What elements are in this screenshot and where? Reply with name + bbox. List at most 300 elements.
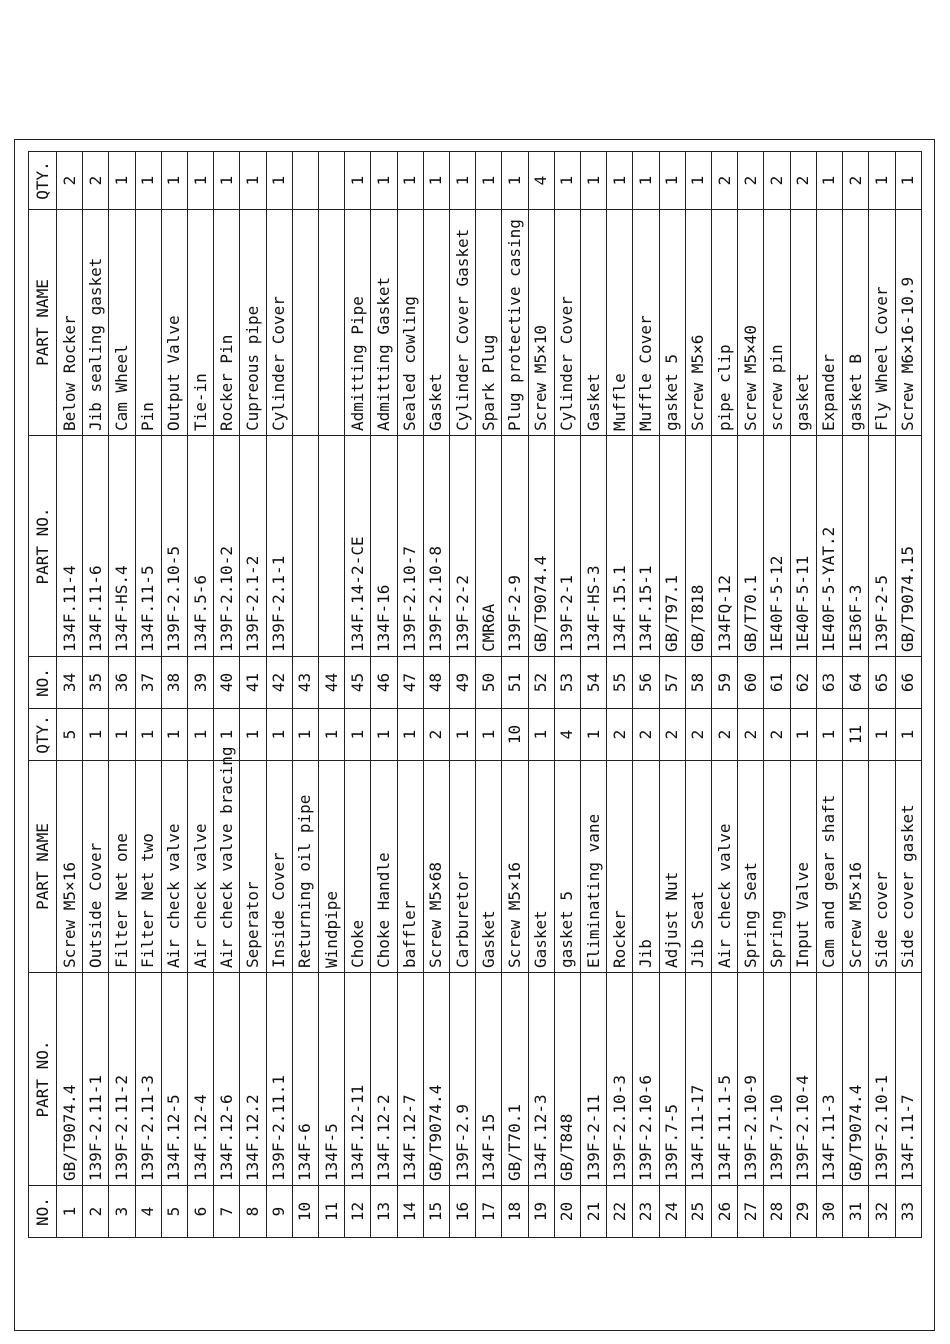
cell-qty: 1 (659, 152, 685, 210)
table-body (57, 152, 922, 1238)
cell-part-no: GB/T848 (554, 973, 580, 1186)
cell-part-no: 139F.7-10 (764, 973, 790, 1186)
cell-qty: 1 (685, 152, 711, 210)
cell-qty: 1 (476, 709, 502, 761)
cell-no: 39 (188, 657, 214, 709)
cell-part-no: 139F-2.10-4 (790, 973, 816, 1186)
cell-part-name: Fly Wheel Cover (869, 210, 895, 436)
cell-part-no: 139F-2.9 (450, 973, 476, 1186)
cell-part-no: 134F.11-3 (816, 973, 842, 1186)
cell-part-no (292, 436, 318, 657)
cell-part-no: GB/T70.1 (502, 973, 528, 1186)
cell-qty: 1 (214, 709, 240, 761)
cell-qty: 1 (502, 152, 528, 210)
cell-qty: 1 (319, 709, 345, 761)
cell-part-name: Cam and gear shaft (816, 761, 842, 973)
cell-qty: 2 (423, 709, 449, 761)
table-row (319, 152, 345, 1238)
cell-part-name: Below Rocker (57, 210, 83, 436)
header-qty: QTY. (29, 152, 57, 210)
cell-qty: 1 (214, 152, 240, 210)
parts-table (28, 151, 922, 1238)
cell-no: 62 (790, 657, 816, 709)
cell-no: 33 (895, 1186, 922, 1238)
cell-qty: 11 (843, 709, 869, 761)
cell-part-no: 134F.14-2-CE (345, 436, 371, 657)
cell-part-name: Seperator (240, 761, 266, 973)
cell-part-name: gasket 5 (659, 210, 685, 436)
table-row (895, 152, 922, 1238)
cell-qty: 4 (554, 709, 580, 761)
cell-part-no: GB/T97.1 (659, 436, 685, 657)
cell-part-no: GB/T70.1 (738, 436, 764, 657)
cell-part-no: 1E40F-5-12 (764, 436, 790, 657)
cell-part-no: 134F-HS-3 (581, 436, 607, 657)
cell-no: 46 (371, 657, 397, 709)
cell-qty: 2 (712, 152, 738, 210)
table-row (843, 152, 869, 1238)
cell-part-name: Air check valve (188, 761, 214, 973)
cell-qty: 1 (397, 709, 423, 761)
cell-part-no: 139F-2-9 (502, 436, 528, 657)
cell-part-name: pipe clip (712, 210, 738, 436)
cell-part-name: gasket (790, 210, 816, 436)
cell-part-no: 1E40F-5-11 (790, 436, 816, 657)
cell-part-no: 134F.15.1 (607, 436, 633, 657)
table-row (345, 152, 371, 1238)
cell-part-no: GB/T9074.4 (57, 973, 83, 1186)
cell-no: 30 (816, 1186, 842, 1238)
cell-qty: 1 (292, 709, 318, 761)
cell-no: 49 (450, 657, 476, 709)
cell-part-no: 139F-2.10-2 (214, 436, 240, 657)
cell-part-name: Muffle (607, 210, 633, 436)
cell-part-no: 134F.11-6 (83, 436, 109, 657)
header-part-name: PART NAME (29, 210, 57, 436)
cell-part-name: Expander (816, 210, 842, 436)
cell-no: 55 (607, 657, 633, 709)
table-row (266, 152, 292, 1238)
cell-part-name: Side cover gasket (895, 761, 922, 973)
table-row (214, 152, 240, 1238)
cell-part-name: Filter Net one (109, 761, 135, 973)
table-row (292, 152, 318, 1238)
cell-no: 37 (135, 657, 161, 709)
cell-part-no: 134F.11-17 (685, 973, 711, 1186)
cell-part-name: Screw M5×6 (685, 210, 711, 436)
cell-no: 64 (843, 657, 869, 709)
cell-part-name: Screw M6×16-10.9 (895, 210, 922, 436)
cell-part-name: Cylinder Cover (266, 210, 292, 436)
cell-part-no: 134F.12-5 (161, 973, 187, 1186)
cell-part-name: Choke Handle (371, 761, 397, 973)
cell-part-name: Spring (764, 761, 790, 973)
cell-part-no: 139F-2.11.1 (266, 973, 292, 1186)
table-header-row (29, 152, 57, 1238)
cell-no: 15 (423, 1186, 449, 1238)
cell-part-name: Output Valve (161, 210, 187, 436)
cell-part-name: Adjust Nut (659, 761, 685, 973)
cell-no: 58 (685, 657, 711, 709)
cell-part-name: Screw M5×16 (57, 761, 83, 973)
cell-qty: 2 (83, 152, 109, 210)
cell-part-name: Tie-in (188, 210, 214, 436)
cell-part-no: 134F.11-5 (135, 436, 161, 657)
cell-qty: 1 (240, 152, 266, 210)
cell-part-name: gasket B (843, 210, 869, 436)
cell-qty: 2 (659, 709, 685, 761)
cell-part-name: Input Valve (790, 761, 816, 973)
cell-no: 32 (869, 1186, 895, 1238)
table-row (581, 152, 607, 1238)
cell-part-name: Screw M5×40 (738, 210, 764, 436)
cell-part-no: 139F-2-2 (450, 436, 476, 657)
cell-qty: 1 (135, 152, 161, 210)
table-row (397, 152, 423, 1238)
cell-part-name: Screw M5×16 (843, 761, 869, 973)
table-row (371, 152, 397, 1238)
cell-qty: 1 (161, 709, 187, 761)
cell-no: 38 (161, 657, 187, 709)
cell-part-name: Jib sealing gasket (83, 210, 109, 436)
cell-part-no: 139F-2.10-1 (869, 973, 895, 1186)
cell-part-no: 139F.7-5 (659, 973, 685, 1186)
table-row (240, 152, 266, 1238)
cell-part-no: 139F-2-11 (581, 973, 607, 1186)
cell-part-name (319, 210, 345, 436)
cell-no: 5 (161, 1186, 187, 1238)
cell-no: 54 (581, 657, 607, 709)
cell-part-name: screw pin (764, 210, 790, 436)
table-row (109, 152, 135, 1238)
table-row (869, 152, 895, 1238)
cell-part-name: Eliminating vane (581, 761, 607, 973)
cell-part-name: Screw M5×68 (423, 761, 449, 973)
cell-qty: 1 (790, 709, 816, 761)
cell-qty: 2 (764, 709, 790, 761)
cell-no: 18 (502, 1186, 528, 1238)
cell-no: 31 (843, 1186, 869, 1238)
cell-part-no: 139F-2.10-8 (423, 436, 449, 657)
cell-part-no: GB/T818 (685, 436, 711, 657)
cell-part-name: Rocker (607, 761, 633, 973)
cell-no: 36 (109, 657, 135, 709)
cell-part-no: 139F-2-5 (869, 436, 895, 657)
cell-part-no: 134F.12-2 (371, 973, 397, 1186)
cell-qty: 1 (816, 709, 842, 761)
cell-part-no: 134F-6 (292, 973, 318, 1186)
table-row (188, 152, 214, 1238)
cell-qty: 2 (764, 152, 790, 210)
cell-qty (319, 152, 345, 210)
header-no: NO. (29, 1186, 57, 1238)
cell-part-name: Gasket (581, 210, 607, 436)
cell-no: 59 (712, 657, 738, 709)
cell-no: 53 (554, 657, 580, 709)
cell-qty: 2 (685, 709, 711, 761)
cell-no: 9 (266, 1186, 292, 1238)
table-row (476, 152, 502, 1238)
cell-part-name: Cupreous pipe (240, 210, 266, 436)
cell-part-no: 139F-2.10-5 (161, 436, 187, 657)
cell-no: 35 (83, 657, 109, 709)
cell-part-no: 139F-2-1 (554, 436, 580, 657)
table-row (816, 152, 842, 1238)
cell-no: 11 (319, 1186, 345, 1238)
cell-part-no: CMR6A (476, 436, 502, 657)
cell-part-no: 134F.11-7 (895, 973, 922, 1186)
cell-part-no: 1E40F-5-YAT.2 (816, 436, 842, 657)
cell-part-no: 139F-2.10-9 (738, 973, 764, 1186)
cell-no: 48 (423, 657, 449, 709)
cell-part-name: Filter Net two (135, 761, 161, 973)
cell-part-name: Pin (135, 210, 161, 436)
cell-qty: 1 (528, 709, 554, 761)
cell-part-name: Windpipe (319, 761, 345, 973)
cell-no: 6 (188, 1186, 214, 1238)
cell-qty: 1 (895, 709, 922, 761)
cell-part-no: 139F-2.1-1 (266, 436, 292, 657)
cell-qty: 1 (188, 709, 214, 761)
cell-no: 20 (554, 1186, 580, 1238)
cell-part-name: Screw M5×10 (528, 210, 554, 436)
cell-no: 1 (57, 1186, 83, 1238)
cell-no: 56 (633, 657, 659, 709)
cell-no: 22 (607, 1186, 633, 1238)
cell-no: 23 (633, 1186, 659, 1238)
header-part-no: PART NO. (29, 436, 57, 657)
cell-part-name: Admitting Gasket (371, 210, 397, 436)
cell-no: 66 (895, 657, 922, 709)
cell-part-name: Gasket (423, 210, 449, 436)
cell-no: 21 (581, 1186, 607, 1238)
cell-part-name: Spring Seat (738, 761, 764, 973)
cell-no: 7 (214, 1186, 240, 1238)
cell-part-name: Returning oil pipe (292, 761, 318, 973)
cell-qty: 2 (790, 152, 816, 210)
cell-qty: 2 (57, 152, 83, 210)
cell-qty: 1 (450, 152, 476, 210)
cell-qty: 1 (450, 709, 476, 761)
table-row (712, 152, 738, 1238)
cell-qty: 1 (188, 152, 214, 210)
cell-no: 34 (57, 657, 83, 709)
table-row (57, 152, 83, 1238)
cell-part-name: Air check valve bracing (214, 761, 240, 973)
cell-qty: 1 (345, 709, 371, 761)
cell-no: 50 (476, 657, 502, 709)
cell-qty: 1 (895, 152, 922, 210)
cell-part-name: Plug protective casing (502, 210, 528, 436)
cell-no: 27 (738, 1186, 764, 1238)
cell-no: 52 (528, 657, 554, 709)
cell-part-no: 1E36F-3 (843, 436, 869, 657)
cell-part-no: GB/T9074.4 (843, 973, 869, 1186)
cell-no: 8 (240, 1186, 266, 1238)
cell-qty: 1 (607, 152, 633, 210)
cell-part-name: Spark Plug (476, 210, 502, 436)
header-no: NO. (29, 657, 57, 709)
cell-part-no: 134F.11-4 (57, 436, 83, 657)
cell-part-no: 134F-15 (476, 973, 502, 1186)
cell-part-name: Cam Wheel (109, 210, 135, 436)
cell-qty: 1 (109, 152, 135, 210)
cell-qty: 2 (738, 709, 764, 761)
cell-part-no: 134F.12-6 (214, 973, 240, 1186)
cell-part-name: Outside Cover (83, 761, 109, 973)
cell-part-no: 139F-2.11-1 (83, 973, 109, 1186)
cell-qty: 1 (135, 709, 161, 761)
cell-part-name: Rocker Pin (214, 210, 240, 436)
cell-part-name: Choke (345, 761, 371, 973)
table-row (790, 152, 816, 1238)
cell-qty: 1 (633, 152, 659, 210)
cell-no: 28 (764, 1186, 790, 1238)
cell-qty: 1 (397, 152, 423, 210)
cell-qty: 1 (581, 709, 607, 761)
cell-part-no: 134F-HS.4 (109, 436, 135, 657)
cell-no: 40 (214, 657, 240, 709)
cell-part-no: 139F-2.11-3 (135, 973, 161, 1186)
table-row (83, 152, 109, 1238)
cell-part-no: 139F-2.10-6 (633, 973, 659, 1186)
cell-no: 43 (292, 657, 318, 709)
cell-qty: 2 (712, 709, 738, 761)
cell-part-name: Muffle Cover (633, 210, 659, 436)
cell-no: 29 (790, 1186, 816, 1238)
cell-no: 44 (319, 657, 345, 709)
cell-no: 16 (450, 1186, 476, 1238)
cell-no: 41 (240, 657, 266, 709)
cell-qty: 5 (57, 709, 83, 761)
cell-part-name: Gasket (528, 761, 554, 973)
header-part-name: PART NAME (29, 761, 57, 973)
cell-no: 51 (502, 657, 528, 709)
cell-no: 17 (476, 1186, 502, 1238)
cell-part-no: 134F.12-11 (345, 973, 371, 1186)
cell-qty: 2 (607, 709, 633, 761)
cell-no: 42 (266, 657, 292, 709)
cell-part-name: gasket 5 (554, 761, 580, 973)
cell-part-name (292, 210, 318, 436)
cell-part-name: Air check valve (161, 761, 187, 973)
cell-qty: 1 (266, 152, 292, 210)
cell-part-no: 134F.15-1 (633, 436, 659, 657)
cell-qty: 1 (816, 152, 842, 210)
cell-qty: 1 (869, 709, 895, 761)
cell-part-no: 134F.12-7 (397, 973, 423, 1186)
cell-no: 13 (371, 1186, 397, 1238)
cell-qty: 1 (161, 152, 187, 210)
cell-qty: 1 (423, 152, 449, 210)
cell-no: 3 (109, 1186, 135, 1238)
cell-qty: 1 (240, 709, 266, 761)
cell-qty: 2 (843, 152, 869, 210)
header-qty: QTY. (29, 709, 57, 761)
cell-part-no: GB/T9074.4 (528, 436, 554, 657)
cell-part-no: 134F.12-4 (188, 973, 214, 1186)
cell-part-no: 134FQ-12 (712, 436, 738, 657)
table-row (161, 152, 187, 1238)
cell-no: 57 (659, 657, 685, 709)
cell-part-no: 134F.5-6 (188, 436, 214, 657)
cell-part-name: Cylinder Cover Gasket (450, 210, 476, 436)
cell-qty: 4 (528, 152, 554, 210)
cell-part-no: 139F-2.1-2 (240, 436, 266, 657)
table-row (738, 152, 764, 1238)
cell-part-no: 139F-2.10-3 (607, 973, 633, 1186)
table-row (135, 152, 161, 1238)
cell-part-no (319, 436, 345, 657)
cell-part-name: Carburetor (450, 761, 476, 973)
cell-qty: 1 (869, 152, 895, 210)
cell-part-name: Cylinder Cover (554, 210, 580, 436)
cell-no: 61 (764, 657, 790, 709)
cell-part-name: Sealed cowling (397, 210, 423, 436)
cell-qty: 10 (502, 709, 528, 761)
cell-no: 63 (816, 657, 842, 709)
table-row (764, 152, 790, 1238)
cell-no: 45 (345, 657, 371, 709)
cell-no: 25 (685, 1186, 711, 1238)
cell-no: 47 (397, 657, 423, 709)
cell-part-name: Air check valve (712, 761, 738, 973)
cell-no: 4 (135, 1186, 161, 1238)
cell-part-name: Screw M5×16 (502, 761, 528, 973)
cell-no: 65 (869, 657, 895, 709)
cell-qty: 1 (345, 152, 371, 210)
cell-no: 24 (659, 1186, 685, 1238)
cell-part-no: 139F-2.11-2 (109, 973, 135, 1186)
cell-qty: 1 (109, 709, 135, 761)
table-row (528, 152, 554, 1238)
cell-no: 12 (345, 1186, 371, 1238)
cell-part-no: 139F-2.10-7 (397, 436, 423, 657)
cell-no: 14 (397, 1186, 423, 1238)
cell-part-name: Admitting Pipe (345, 210, 371, 436)
cell-no: 10 (292, 1186, 318, 1238)
cell-part-no: 134F-5 (319, 973, 345, 1186)
table-row (423, 152, 449, 1238)
cell-no: 19 (528, 1186, 554, 1238)
cell-qty: 1 (83, 709, 109, 761)
table-row (502, 152, 528, 1238)
table-row (450, 152, 476, 1238)
cell-qty: 1 (554, 152, 580, 210)
cell-qty: 2 (738, 152, 764, 210)
cell-part-no: 134F-16 (371, 436, 397, 657)
cell-part-no: GB/T9074.4 (423, 973, 449, 1186)
rotated-table-container (28, 152, 922, 1238)
cell-part-no: 134F.12.2 (240, 973, 266, 1186)
cell-no: 2 (83, 1186, 109, 1238)
cell-qty: 1 (476, 152, 502, 210)
cell-part-no: GB/T9074.15 (895, 436, 922, 657)
table-row (607, 152, 633, 1238)
header-part-no: PART NO. (29, 973, 57, 1186)
parts-list-sheet (28, 152, 922, 1238)
cell-part-name: Inside Cover (266, 761, 292, 973)
cell-qty: 2 (633, 709, 659, 761)
cell-part-name: baffler (397, 761, 423, 973)
cell-qty (292, 152, 318, 210)
cell-qty: 1 (581, 152, 607, 210)
cell-part-name: Side cover (869, 761, 895, 973)
cell-part-name: Gasket (476, 761, 502, 973)
cell-part-no: 134F.11.1-5 (712, 973, 738, 1186)
table-row (659, 152, 685, 1238)
table-row (685, 152, 711, 1238)
